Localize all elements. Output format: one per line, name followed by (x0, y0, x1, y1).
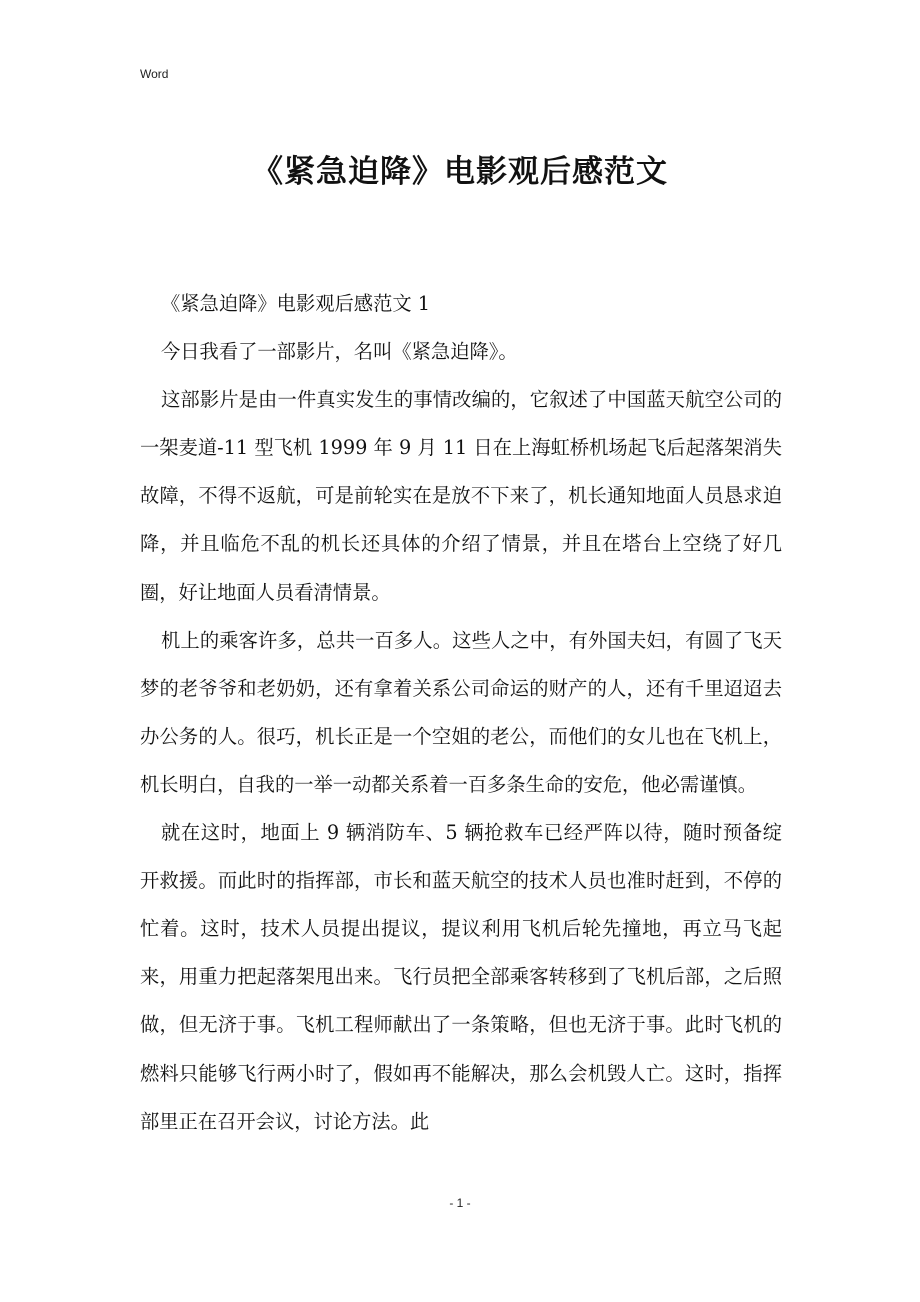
paragraph-intro: 今日我看了一部影片，名叫《紧急迫降》。 (161, 340, 518, 364)
paragraph-story: 这部影片是由一件真实发生的事情改编的，它叙述了中国蓝天航空公司的一架麦道-11 型飞机 1999 年 9 月 11 日在上海虹桥机场起飞后起落架消失故障，不得不返航，可是前轮实在是放不下来了，机长通知地面人员恳求迫降，并且临危不乱的机长还具体的介绍了情景，并且在塔台上空绕了好几圈，好让地面人员看清情景。 (140, 388, 782, 604)
document-title: 《紧急迫降》电影观后感范文 (252, 154, 668, 190)
header-label: Word (140, 67, 169, 81)
page-number: - 1 - (449, 1196, 471, 1210)
paragraph-passengers: 机上的乘客许多，总共一百多人。这些人之中，有外国夫妇，有圆了飞天梦的老爷爷和老奶奶，还有拿着关系公司命运的财产的人，还有千里迢迢去办公务的人。很巧，机长正是一个空姐的老公，而他们的女儿也在飞机上，机长明白，自我的一举一动都关系着一百多条生命的安危，他必需谨慎。 (140, 628, 782, 796)
paragraph-subtitle: 《紧急迫降》电影观后感范文 1 (161, 292, 431, 315)
paragraph-rescue: 就在这时，地面上 9 辆消防车、5 辆抢救车已经严阵以待，随时预备绽开救援。而此时的指挥部，市长和蓝天航空的技术人员也准时赶到，不停的忙着。这时，技术人员提出提议，提议利用飞机后轮先撞地，再立马飞起来，用重力把起落架甩出来。飞行员把全部乘客转移到了飞机后部，之后照做，但无济于事。飞机工程师献出了一条策略，但也无济于事。此时飞机的燃料只能够飞行两小时了，假如再不能解决，那么会机毁人亡。这时，指挥部里正在召开会议，讨论方法。此 (140, 821, 782, 1133)
document-body (140, 280, 782, 1146)
